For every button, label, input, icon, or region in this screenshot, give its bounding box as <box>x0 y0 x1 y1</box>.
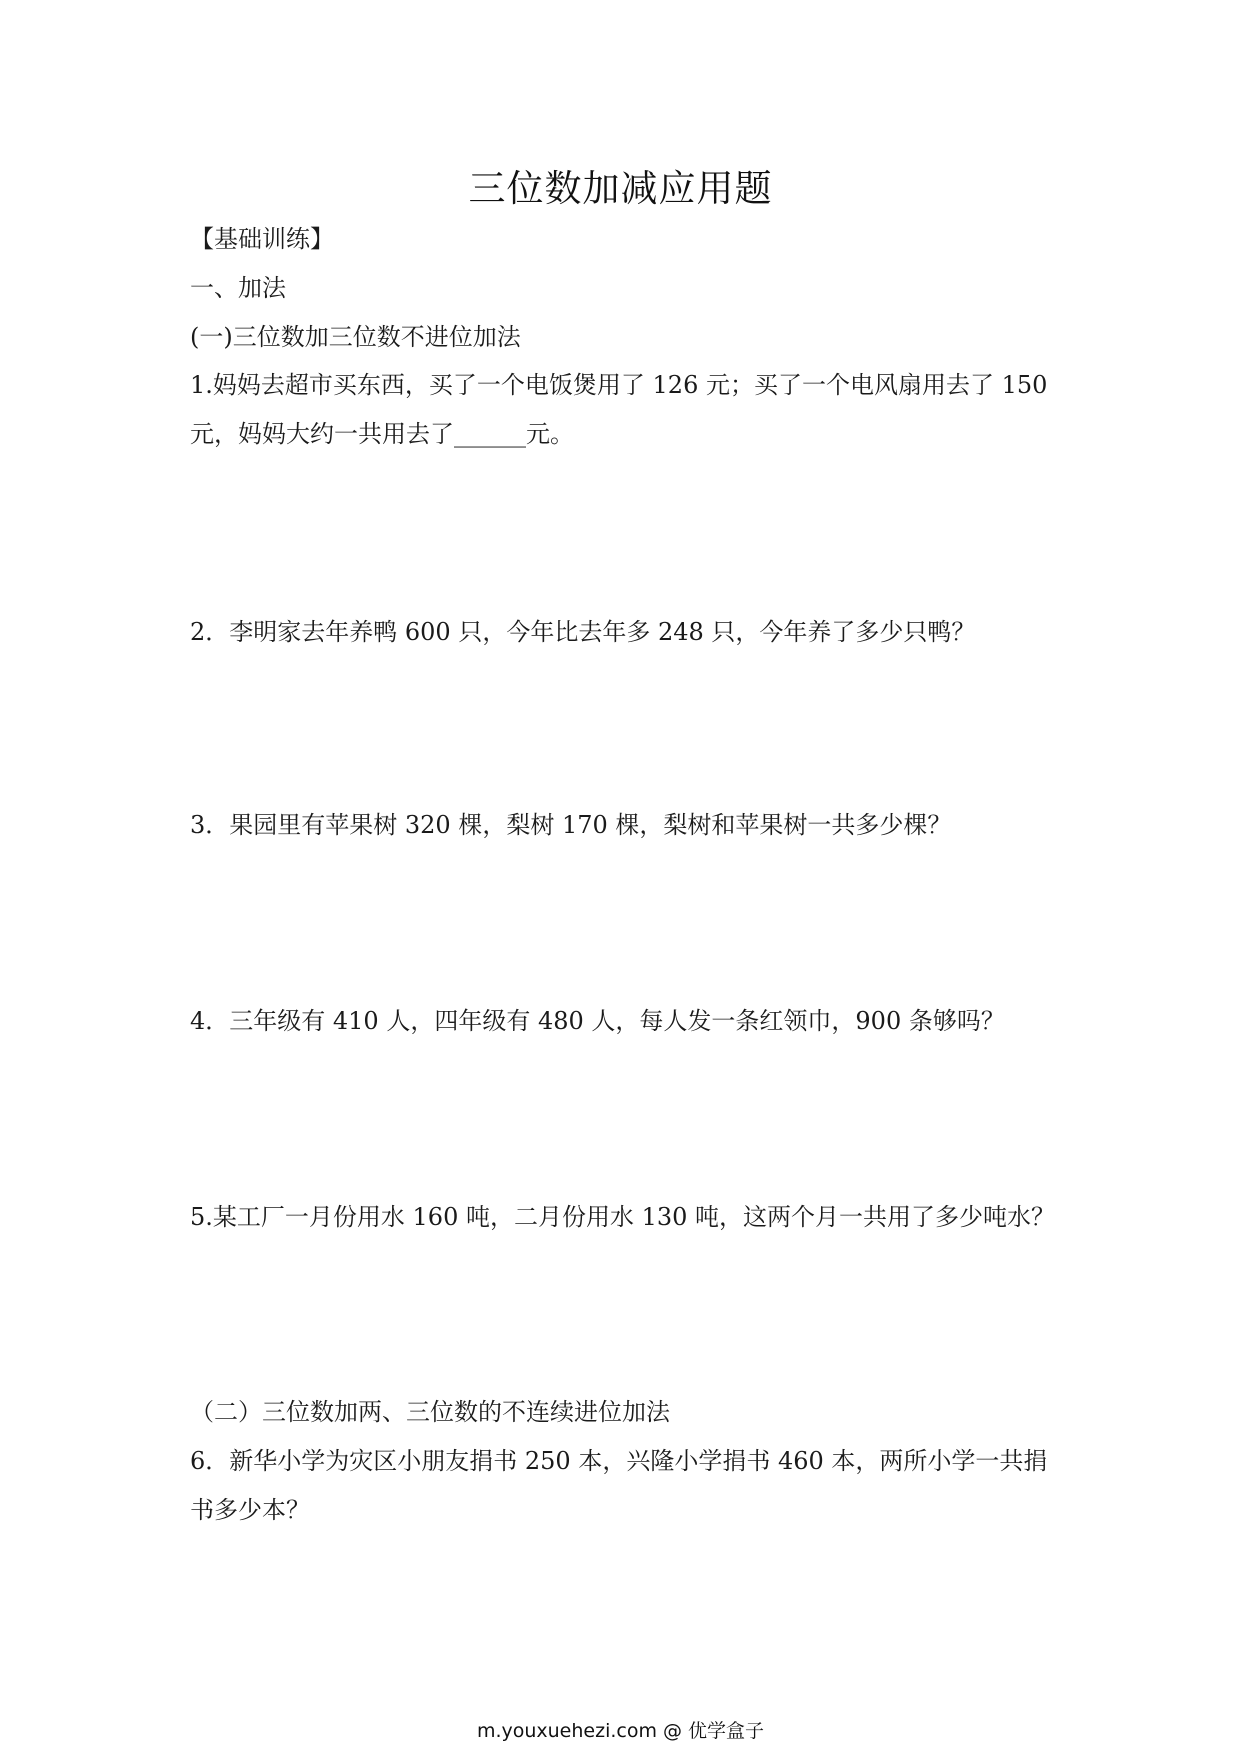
page-title: 三位数加减应用题 <box>468 167 773 210</box>
question-4: 4．三年级有 410 人，四年级有 480 人，每人发一条红领巾，900 条够吗？ <box>190 1007 1005 1035</box>
subsection-heading-1: (一)三位数加三位数不进位加法 <box>190 323 521 351</box>
question-6-line-1: 6．新华小学为灾区小朋友捐书 250 本，兴隆小学捐书 460 本，两所小学一共捐 <box>190 1447 1048 1475</box>
question-1-line-1: 1.妈妈去超市买东西，买了一个电饭煲用了 126 元；买了一个电风扇用去了 150 <box>190 371 1048 399</box>
question-6-line-2: 书多少本？ <box>190 1496 310 1524</box>
section-label: 【基础训练】 <box>190 225 334 253</box>
question-3: 3．果园里有苹果树 320 棵，梨树 170 棵，梨树和苹果树一共多少棵？ <box>190 811 952 839</box>
subsection-heading-2: （二）三位数加两、三位数的不连续进位加法 <box>190 1398 670 1426</box>
footer-watermark: m.youxuehezi.com @ 优学盒子 <box>476 1720 765 1742</box>
question-2: 2．李明家去年养鸭 600 只，今年比去年多 248 只，今年养了多少只鸭？ <box>190 618 976 646</box>
part-heading-addition: 一、加法 <box>190 274 286 302</box>
question-1-line-2: 元，妈妈大约一共用去了______元。 <box>190 420 574 448</box>
question-5: 5.某工厂一月份用水 160 吨，二月份用水 130 吨，这两个月一共用了多少吨水？ <box>190 1203 1056 1231</box>
